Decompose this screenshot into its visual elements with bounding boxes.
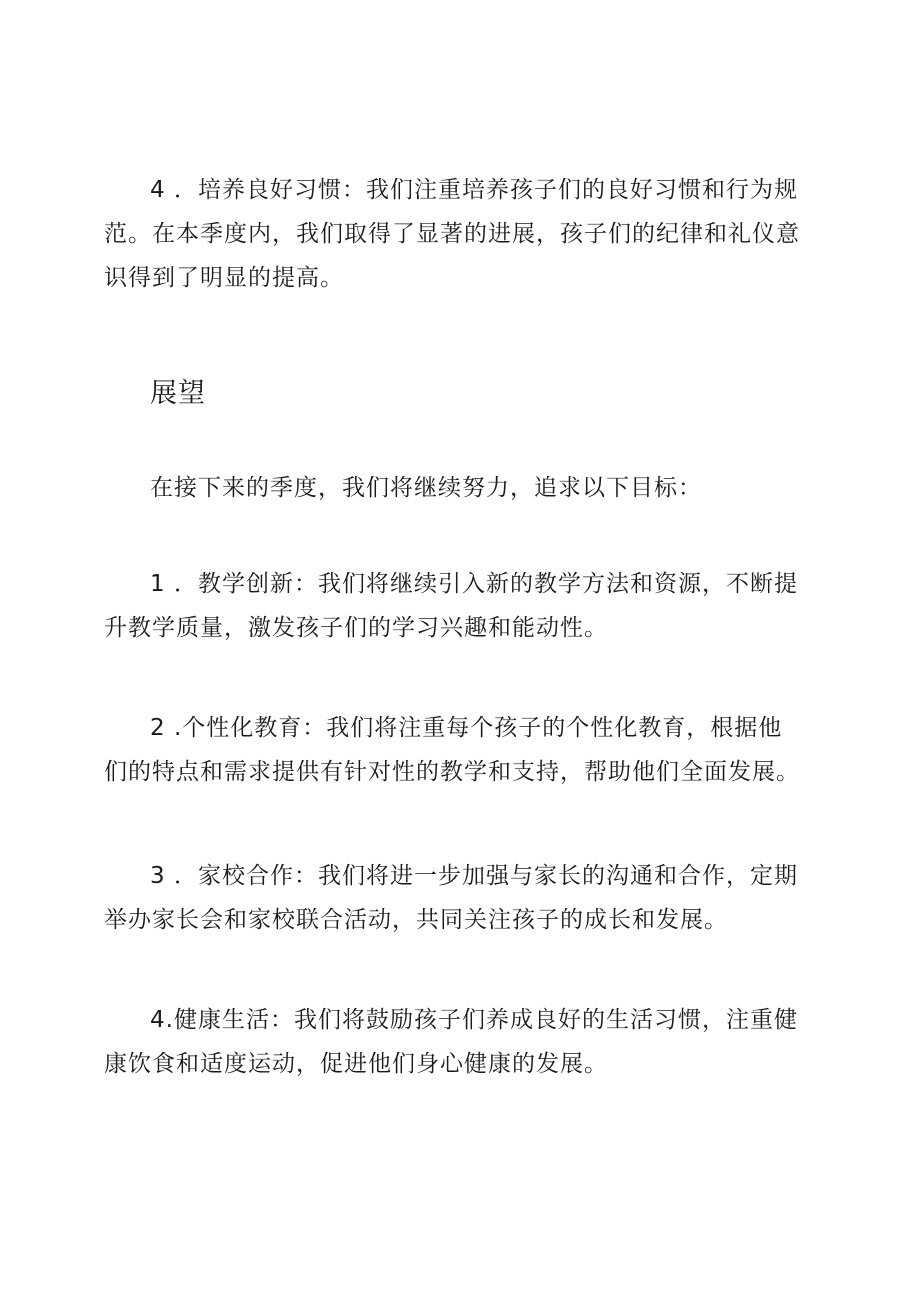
goal-healthy-living: 4.健康生活：我们将鼓励孩子们养成良好的生活习惯，注重健康饮食和适度运动，促进他们身心健康的发展。 (104, 1007, 798, 1077)
outlook-intro-paragraph: 在接下来的季度，我们将继续努力，追求以下目标： (150, 475, 702, 501)
goal-teaching-innovation: 1 ．教学创新：我们将继续引入新的教学方法和资源，不断提升教学质量，激发孩子们的学习兴趣和能动性。 (104, 571, 798, 641)
goal-home-school-cooperation: 3 ．家校合作：我们将进一步加强与家长的沟通和合作，定期举办家长会和家校联合活动，共同关注孩子的成长和发展。 (104, 863, 798, 933)
habits-paragraph: 4 ．培养良好习惯：我们注重培养孩子们的良好习惯和行为规范。在本季度内，我们取得了显著的进展，孩子们的纪律和礼仪意识得到了明显的提高。 (104, 177, 800, 291)
goal-personalized-education: 2 .个性化教育：我们将注重每个孩子的个性化教育，根据他们的特点和需求提供有针对性的教学和支持，帮助他们全面发展。 (104, 715, 800, 785)
outlook-heading: 展望 (150, 378, 206, 409)
